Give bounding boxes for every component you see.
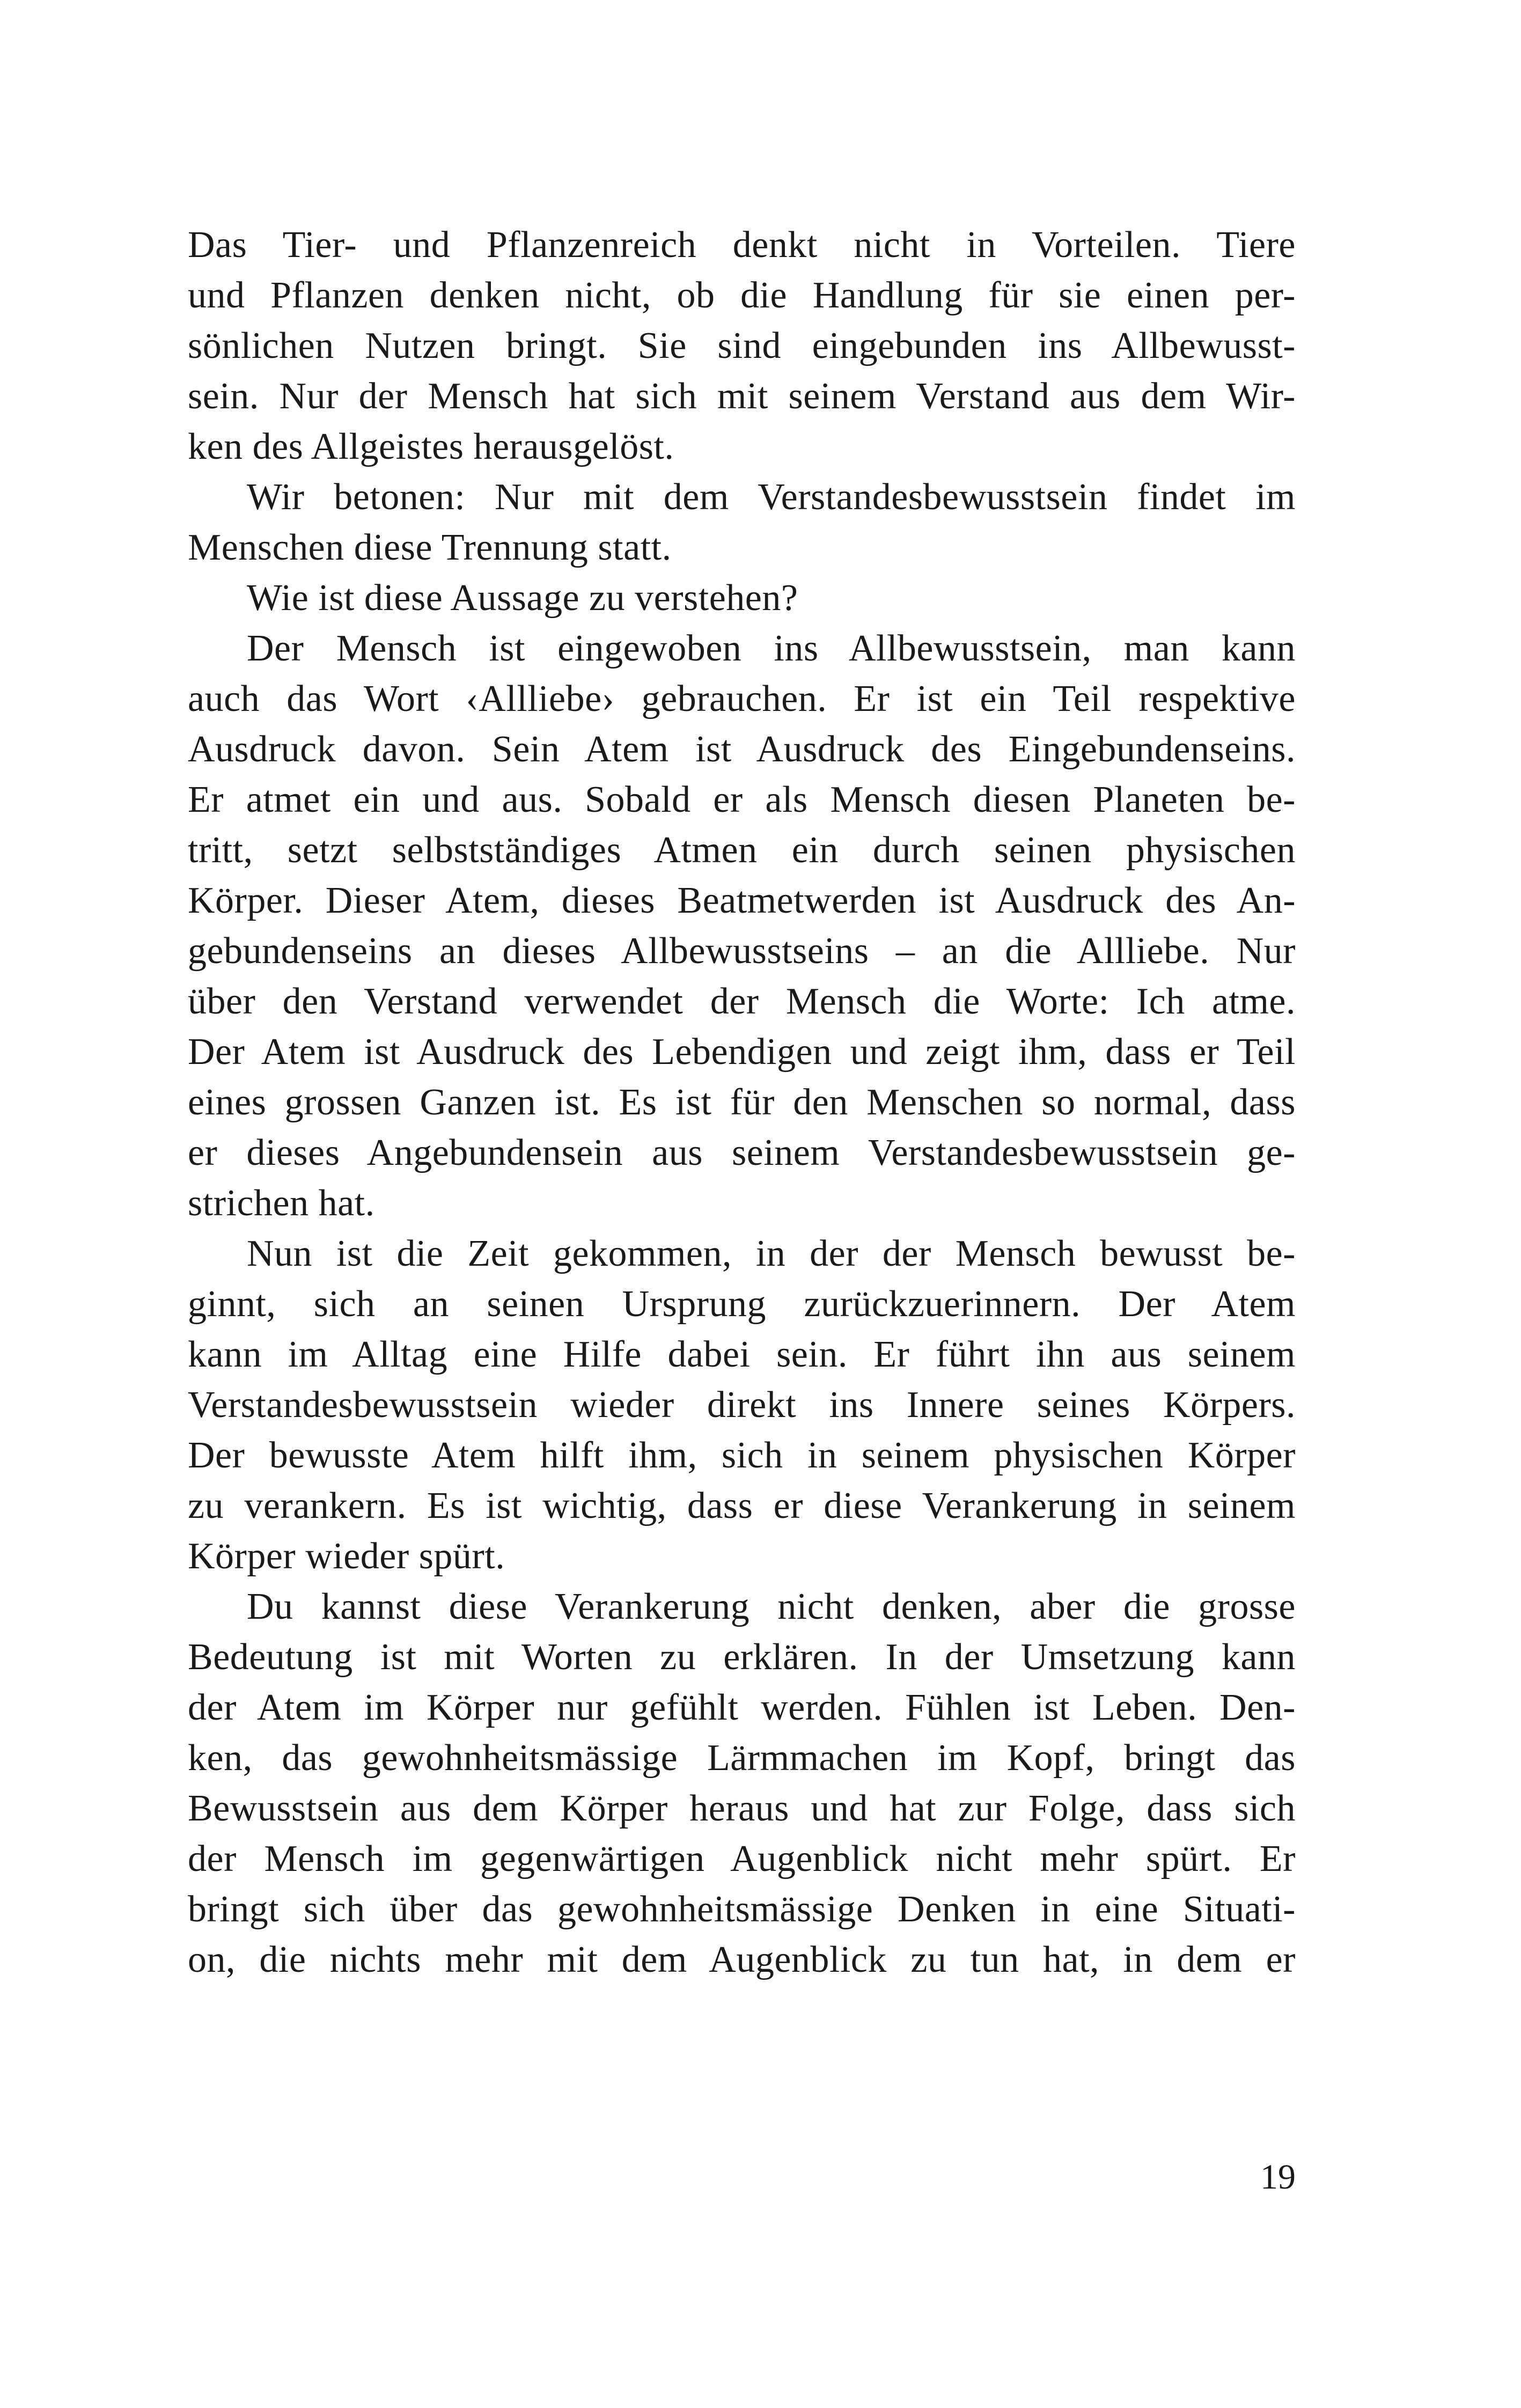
body-text [188,220,1296,1985]
text-line: zu verankern. Es ist wichtig, dass er diese Verankerung in seinem [188,1485,1296,1526]
text-line: er dieses Angebundensein aus seinem Verstandesbewusstsein ge- [188,1132,1296,1173]
text-line: sönlichen Nutzen bringt. Sie sind eingebunden ins Allbewusst- [188,325,1296,366]
text-line: Der Mensch ist eingewoben ins Allbewusstsein, man kann [247,628,1296,669]
text-line: bringt sich über das gewohnheitsmässige Denken in eine Situati- [188,1889,1296,1930]
text-line: und Pflanzen denken nicht, ob die Handlung für sie einen per- [188,275,1296,316]
text-line: Du kannst diese Verankerung nicht denken, aber die grosse [247,1586,1296,1627]
text-line: Verstandesbewusstsein wieder direkt ins Innere seines Körpers. [188,1384,1296,1426]
paragraph [188,573,1296,623]
text-line: gebundenseins an dieses Allbewusstseins – an die Allliebe. Nur [188,930,1296,972]
paragraph [188,1582,1296,1985]
text-line: on, die nichts mehr mit dem Augenblick zu tun hat, in dem er [188,1939,1296,1980]
text-line: eines grossen Ganzen ist. Es ist für den Menschen so normal, dass [188,1082,1296,1123]
text-line: Bewusstsein aus dem Körper heraus und hat zur Folge, dass sich [188,1788,1296,1829]
text-line: sein. Nur der Mensch hat sich mit seinem Verstand aus dem Wir- [188,376,1296,417]
paragraph [188,623,1296,1229]
text-line: ken des Allgeistes herausgelöst. [188,426,674,467]
text-line: Bedeutung ist mit Worten zu erklären. In der Umsetzung kann [188,1636,1296,1678]
text-line: Wir betonen: Nur mit dem Verstandesbewusstsein findet im [247,476,1296,518]
text-line: Das Tier- und Pflanzenreich denkt nicht in Vorteilen. Tiere [188,224,1296,266]
paragraph [188,1229,1296,1582]
text-line: Nun ist die Zeit gekommen, in der der Mensch bewusst be- [247,1233,1296,1274]
page-number: 19 [1260,2157,1296,2197]
text-line: auch das Wort ‹Allliebe› gebrauchen. Er ist ein Teil respektive [188,678,1296,720]
text-line: ginnt, sich an seinen Ursprung zurückzuerinnern. Der Atem [188,1283,1296,1325]
text-line: tritt, setzt selbstständiges Atmen ein durch seinen physischen [188,829,1296,871]
paragraph [188,472,1296,573]
text-line: Körper. Dieser Atem, dieses Beatmetwerden ist Ausdruck des An- [188,880,1296,921]
text-line: Der Atem ist Ausdruck des Lebendigen und zeigt ihm, dass er Teil [188,1031,1296,1073]
text-line: Menschen diese Trennung statt. [188,527,672,568]
text-line: der Atem im Körper nur gefühlt werden. Fühlen ist Leben. Den- [188,1687,1296,1728]
text-line: Ausdruck davon. Sein Atem ist Ausdruck des Eingebundenseins. [188,729,1296,770]
text-line: Wie ist diese Aussage zu verstehen? [247,577,798,619]
text-line: strichen hat. [188,1183,375,1224]
text-line: Körper wieder spürt. [188,1536,505,1577]
paragraph [188,220,1296,472]
text-line: über den Verstand verwendet der Mensch die Worte: Ich atme. [188,981,1296,1022]
text-line: ken, das gewohnheitsmässige Lärmmachen im Kopf, bringt das [188,1737,1296,1779]
text-line: Der bewusste Atem hilft ihm, sich in seinem physischen Körper [188,1435,1296,1476]
text-line: Er atmet ein und aus. Sobald er als Mensch diesen Planeten be- [188,779,1296,820]
text-line: kann im Alltag eine Hilfe dabei sein. Er führt ihn aus seinem [188,1334,1296,1375]
text-line: der Mensch im gegenwärtigen Augenblick nicht mehr spürt. Er [188,1838,1296,1880]
